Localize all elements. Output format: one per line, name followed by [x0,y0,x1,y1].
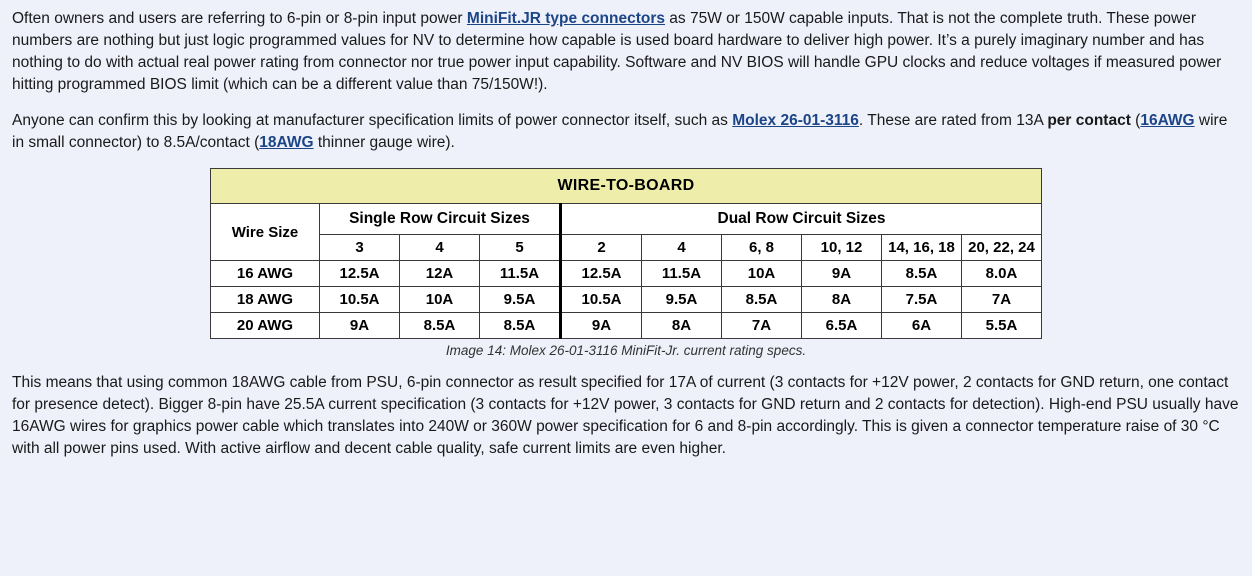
paragraph-2-emphasis-per-contact: per contact [1047,112,1131,129]
column-header-dual-10-12: 10, 12 [802,235,882,261]
link-minifit-jr-connectors[interactable]: MiniFit.JR type connectors [466,10,665,27]
paragraph-2-text-1: Anyone can confirm this by looking at manufacturer specification limits of power connector itself, such as [12,112,733,129]
paragraph-2-text-2: . These are rated from 13A [858,112,1048,129]
column-header-dual-20-22-24: 20, 22, 24 [962,235,1042,261]
cell-18awg-dual-10-12: 8A [802,287,882,313]
group-header-single-row: Single Row Circuit Sizes [320,204,561,235]
image-caption: Image 14: Molex 26-01-3116 MiniFit-Jr. current rating specs. [445,343,807,358]
cell-16awg-dual-4: 11.5A [642,261,722,287]
cell-18awg-dual-14-16-18: 7.5A [882,287,962,313]
link-18awg[interactable]: 18AWG [259,134,314,151]
cell-20awg-dual-20-22-24: 5.5A [962,313,1042,339]
column-header-dual-4: 4 [642,235,722,261]
cell-18awg-dual-4: 9.5A [642,287,722,313]
group-header-dual-row: Dual Row Circuit Sizes [561,204,1042,235]
cell-16awg-dual-6-8: 10A [722,261,802,287]
column-header-single-3: 3 [320,235,400,261]
wire-to-board-table [210,168,1042,339]
table-group-header-row [211,204,1042,235]
table-row [211,261,1042,287]
paragraph-2-text-4: wire in small connector) to 8.5A/contact ( [12,112,1228,151]
paragraph-3: This means that using common 18AWG cable from PSU, 6-pin connector as result specified for 17A of current (3 contacts for +12V power, 2 contacts for GND return, one contact for presence detect). Bigger 8-pin have 25.5A current specification (3 contacts for +12V power, 3 contacts for GND return and 2 contacts for detection). High-end PSU usually have 16AWG wires for graphics power cable which translates into 240W or 360W power specification for 6 and 8-pin accordingly. This is given a connector temperature raise of 30 °C with all power pins used. With active airflow and decent cable quality, safe current limits are even higher. [12,374,1239,457]
link-16awg[interactable]: 16AWG [1140,112,1195,129]
row-label-20awg: 20 AWG [211,313,320,339]
column-header-dual-14-16-18: 14, 16, 18 [882,235,962,261]
table-title: WIRE-TO-BOARD [211,169,1042,204]
cell-18awg-single-4: 10A [400,287,480,313]
cell-20awg-single-5: 8.5A [480,313,561,339]
column-header-wire-size: Wire Size [211,204,320,261]
link-molex-part-number[interactable]: Molex 26-01-3116 [732,112,859,129]
paragraph-1-text-1: Often owners and users are referring to 6-pin or 8-pin input power [12,10,467,27]
paragraph-2 [12,110,1240,154]
cell-20awg-dual-2: 9A [561,313,642,339]
cell-20awg-single-3: 9A [320,313,400,339]
cell-16awg-single-4: 12A [400,261,480,287]
cell-20awg-dual-10-12: 6.5A [802,313,882,339]
row-label-16awg: 16 AWG [211,261,320,287]
column-header-single-4: 4 [400,235,480,261]
cell-16awg-dual-10-12: 9A [802,261,882,287]
cell-16awg-single-3: 12.5A [320,261,400,287]
paragraph-2-text-5: thinner gauge wire). [313,134,455,151]
table-row [211,287,1042,313]
cell-16awg-single-5: 11.5A [480,261,561,287]
cell-16awg-dual-14-16-18: 8.5A [882,261,962,287]
paragraph-2-text-3: ( [1130,112,1141,129]
table-row [211,313,1042,339]
table-title-row [211,169,1042,204]
cell-18awg-single-5: 9.5A [480,287,561,313]
cell-16awg-dual-20-22-24: 8.0A [962,261,1042,287]
wire-to-board-table-container [12,168,1240,339]
paragraph-1-text-2: as 75W or 150W capable inputs. That is not the complete truth. These power numbers are nothing but just logic programmed values for NV to determine how capable is used board hardware to deliver high power. It’s a purely imaginary number and has nothing to do with actual real power rating from connector nor true power input capability. Software and NV BIOS will handle GPU clocks and reduce voltages if measured power hitting programmed BIOS limit (which can be a different value than 75/150W!). [12,10,1222,93]
column-header-single-5: 5 [480,235,561,261]
paragraph-1 [12,8,1240,96]
cell-18awg-dual-20-22-24: 7A [962,287,1042,313]
cell-20awg-dual-6-8: 7A [722,313,802,339]
cell-20awg-dual-14-16-18: 6A [882,313,962,339]
row-label-18awg: 18 AWG [211,287,320,313]
table-subheader-row [211,235,1042,261]
column-header-dual-6-8: 6, 8 [722,235,802,261]
cell-20awg-single-4: 8.5A [400,313,480,339]
cell-20awg-dual-4: 8A [642,313,722,339]
cell-18awg-dual-6-8: 8.5A [722,287,802,313]
cell-18awg-dual-2: 10.5A [561,287,642,313]
column-header-dual-2: 2 [561,235,642,261]
cell-18awg-single-3: 10.5A [320,287,400,313]
cell-16awg-dual-2: 12.5A [561,261,642,287]
